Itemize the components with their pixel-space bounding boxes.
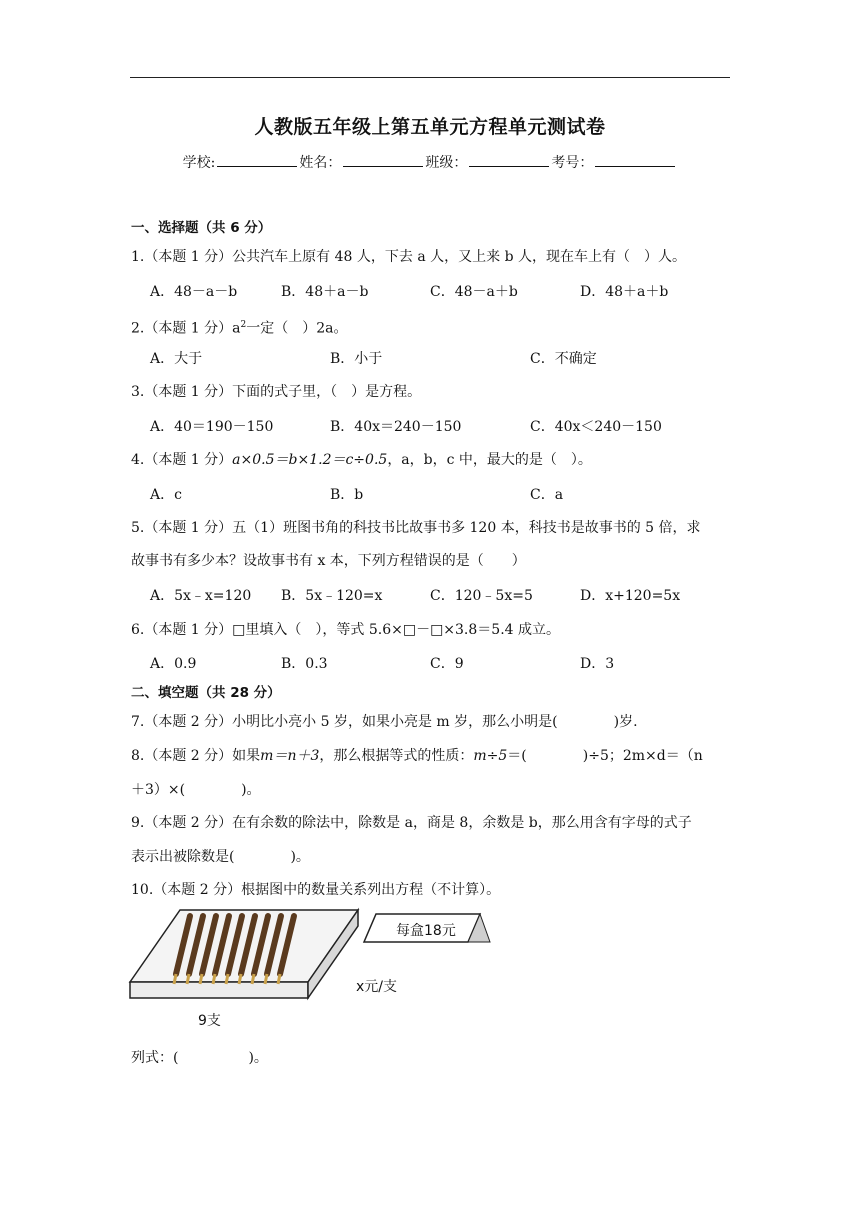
question-2-stem-post: 一定（ ）2a。 <box>246 320 348 337</box>
question-4-stem-pre: 4.（本题 1 分） <box>131 452 233 468</box>
question-10-answer: 列式：( )。 <box>131 1050 268 1066</box>
question-4-option-a[interactable]: A．c <box>150 487 182 503</box>
name-field[interactable] <box>343 152 423 167</box>
question-5-stem-line1: 5.（本题 1 分）五（1）班图书角的科技书比故事书多 120 本，科技书是故事书的 5 倍，求 <box>131 520 701 536</box>
question-5-option-a[interactable]: A．5x﹣x=120 <box>150 588 252 604</box>
pen-box-figure <box>128 902 508 1037</box>
page-title: 人教版五年级上第五单元方程单元测试卷 <box>254 116 606 138</box>
question-6-stem: 6.（本题 1 分）□里填入（ ），等式 5.6×□－□×3.8＝5.4 成立。 <box>131 622 561 638</box>
question-2-option-c[interactable]: C．不确定 <box>530 351 597 367</box>
question-3-option-c[interactable]: C．40x＜240－150 <box>530 419 662 435</box>
school-field[interactable] <box>217 152 297 167</box>
question-8-stem-mid: ，那么根据等式的性质： <box>319 748 474 764</box>
student-info-line <box>130 152 730 172</box>
question-7-stem: 7.（本题 2 分）小明比小亮小 5 岁，如果小亮是 m 岁，那么小明是( )岁. <box>131 714 638 730</box>
question-4-option-c[interactable]: C．a <box>530 487 564 503</box>
question-8-stem-line2: ＋3）×( )。 <box>131 782 261 798</box>
question-2-stem <box>131 315 348 339</box>
question-4-equation: a×0.5＝b×1.2＝c÷0.5 <box>232 452 388 468</box>
name-label: 姓名： <box>299 155 342 171</box>
question-8-stem-line1 <box>131 746 703 766</box>
exam-no-label: 考号： <box>551 155 594 171</box>
question-1-stem: 1.（本题 1 分）公共汽车上原有 48 人，下去 a 人，又上来 b 人，现在车上有（ ）人。 <box>131 249 686 265</box>
question-1-option-c[interactable]: C．48－a＋b <box>430 284 518 300</box>
question-1-option-b[interactable]: B．48＋a－b <box>281 284 369 300</box>
question-5-stem-line2: 故事书有多少本？设故事书有 x 本，下列方程错误的是（ ） <box>131 553 526 569</box>
question-4-stem-post: ，a，b，c 中，最大的是（ ）。 <box>387 452 592 468</box>
question-6-option-b[interactable]: B．0.3 <box>281 656 328 672</box>
school-label: 学校: <box>182 155 216 171</box>
question-9-stem-line1: 9.（本题 2 分）在有余数的除法中，除数是 a，商是 8，余数是 b，那么用含有字母的式子 <box>131 815 692 831</box>
question-8-equation-2: m÷5 <box>473 748 508 764</box>
question-2-superscript: 2 <box>240 320 247 330</box>
question-1-option-a[interactable]: A．48－a－b <box>150 284 238 300</box>
unit-price-label: x元/支 <box>356 979 398 995</box>
question-3-stem: 3.（本题 1 分）下面的式子里，（ ）是方程。 <box>131 384 422 400</box>
question-6-option-c[interactable]: C．9 <box>430 656 464 672</box>
question-4-stem <box>131 450 592 470</box>
exam-no-field[interactable] <box>595 152 675 167</box>
question-8-equation: m＝n＋3 <box>260 748 320 764</box>
question-5-option-c[interactable]: C．120﹣5x=5 <box>430 588 533 604</box>
price-tag-text: 每盒18元 <box>396 923 456 939</box>
question-2-stem-pre: 2.（本题 1 分）a <box>131 320 241 337</box>
question-5-option-b[interactable]: B．5x﹣120=x <box>281 588 383 604</box>
question-6-option-d[interactable]: D．3 <box>580 656 615 672</box>
question-3-option-a[interactable]: A．40＝190－150 <box>150 419 274 435</box>
section-heading-fill: 二、填空题（共 28 分） <box>131 685 281 701</box>
question-8-stem-post: ＝( )÷5；2m×d＝（n <box>507 748 703 764</box>
question-10-stem: 10.（本题 2 分）根据图中的数量关系列出方程（不计算）。 <box>131 882 501 898</box>
question-2-option-b[interactable]: B．小于 <box>330 351 383 367</box>
question-4-option-b[interactable]: B．b <box>330 487 364 503</box>
question-1-option-d[interactable]: D．48＋a＋b <box>580 284 669 300</box>
section-heading-choice: 一、选择题（共 6 分） <box>131 220 272 236</box>
pen-count-label: 9支 <box>198 1013 221 1029</box>
question-9-stem-line2: 表示出被除数是( )。 <box>131 849 310 865</box>
top-rule <box>130 77 730 78</box>
question-2-option-a[interactable]: A．大于 <box>150 351 203 367</box>
question-3-option-b[interactable]: B．40x＝240－150 <box>330 419 462 435</box>
class-label: 班级： <box>425 155 468 171</box>
question-5-option-d[interactable]: D．x+120=5x <box>580 588 681 604</box>
question-8-stem-pre: 8.（本题 2 分）如果 <box>131 748 261 764</box>
question-6-option-a[interactable]: A．0.9 <box>150 656 197 672</box>
class-field[interactable] <box>469 152 549 167</box>
